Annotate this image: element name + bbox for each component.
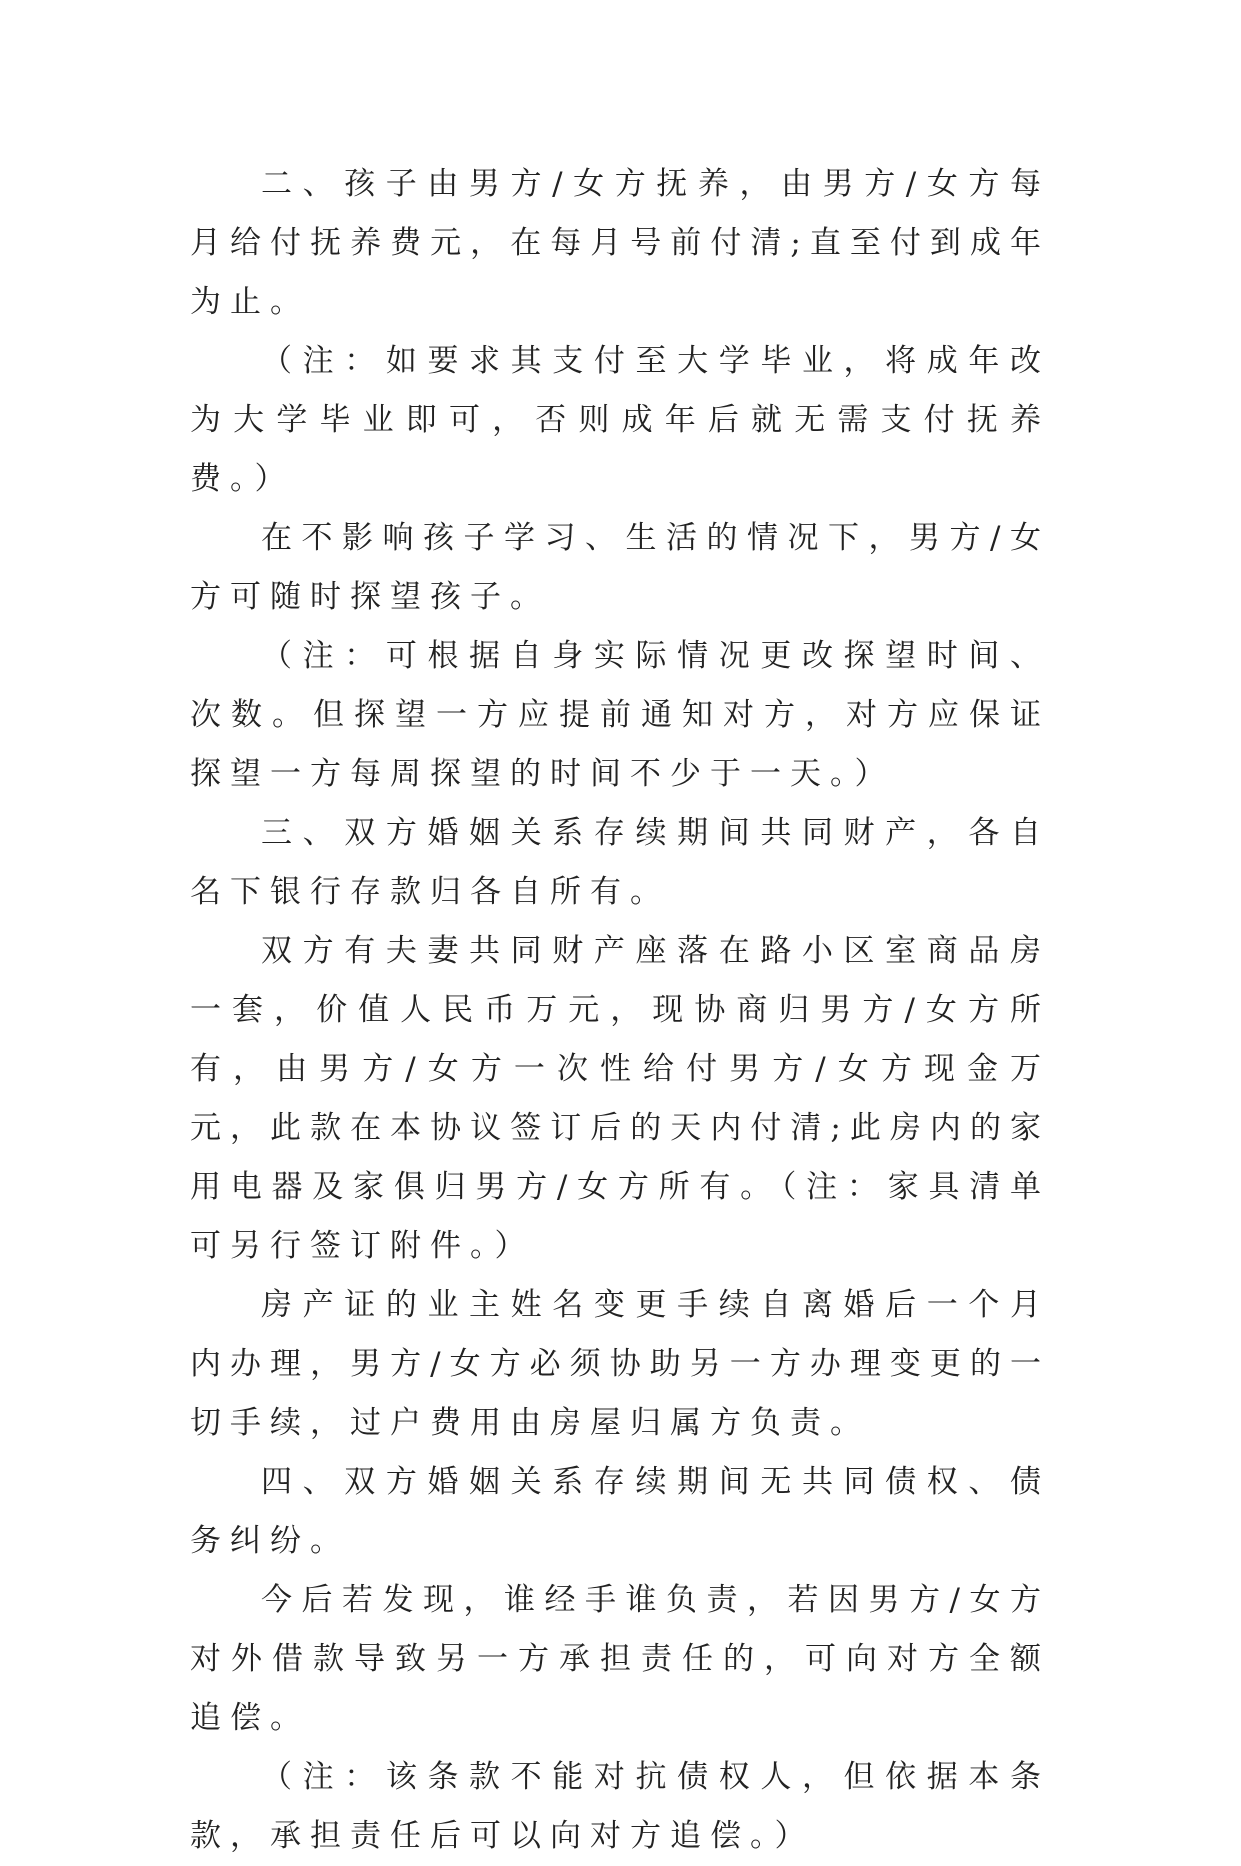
paragraph-note-creditors: （注：该条款不能对抗债权人，但依据本条款，承担责任后可以向对方追偿。） [190, 1759, 1050, 1854]
paragraph-deed-transfer: 房产证的业主姓名变更手续自离婚后一个月内办理，男方/女方必须协助另一方办理变更的一切手续，过户费用由房屋归属方负责。 [190, 1287, 1050, 1441]
paragraph-debts: 四、双方婚姻关系存续期间无共同债权、债务纠纷。 [190, 1464, 1050, 1559]
paragraph-child-custody: 二、孩子由男方/女方抚养，由男方/女方每月给付抚养费元，在每月号前付清;直至付到成年为止。 [190, 166, 1050, 320]
paragraph-bank-deposits: 三、双方婚姻关系存续期间共同财产，各自名下银行存款归各自所有。 [190, 815, 1050, 910]
paragraph-debt-liability: 今后若发现，谁经手谁负责，若因男方/女方对外借款导致另一方承担责任的，可向对方全额追偿。 [190, 1582, 1050, 1736]
paragraph-house-property: 双方有夫妻共同财产座落在路小区室商品房一套，价值人民币万元，现协商归男方/女方所有，由男方/女方一次性给付男方/女方现金万元，此款在本协议签订后的天内付清;此房内的家用电器及家俱归男方/女方所有。（注：家具清单可另行签订附件。） [190, 933, 1050, 1264]
paragraph-visitation: 在不影响孩子学习、生活的情况下，男方/女方可随时探望孩子。 [190, 520, 1050, 615]
paragraph-note-visitation: （注：可根据自身实际情况更改探望时间、次数。但探望一方应提前通知对方，对方应保证探望一方每周探望的时间不少于一天。） [190, 638, 1050, 792]
document-body [190, 155, 1050, 1866]
paragraph-note-support-duration: （注：如要求其支付至大学毕业，将成年改为大学毕业即可，否则成年后就无需支付抚养费。） [190, 343, 1050, 497]
